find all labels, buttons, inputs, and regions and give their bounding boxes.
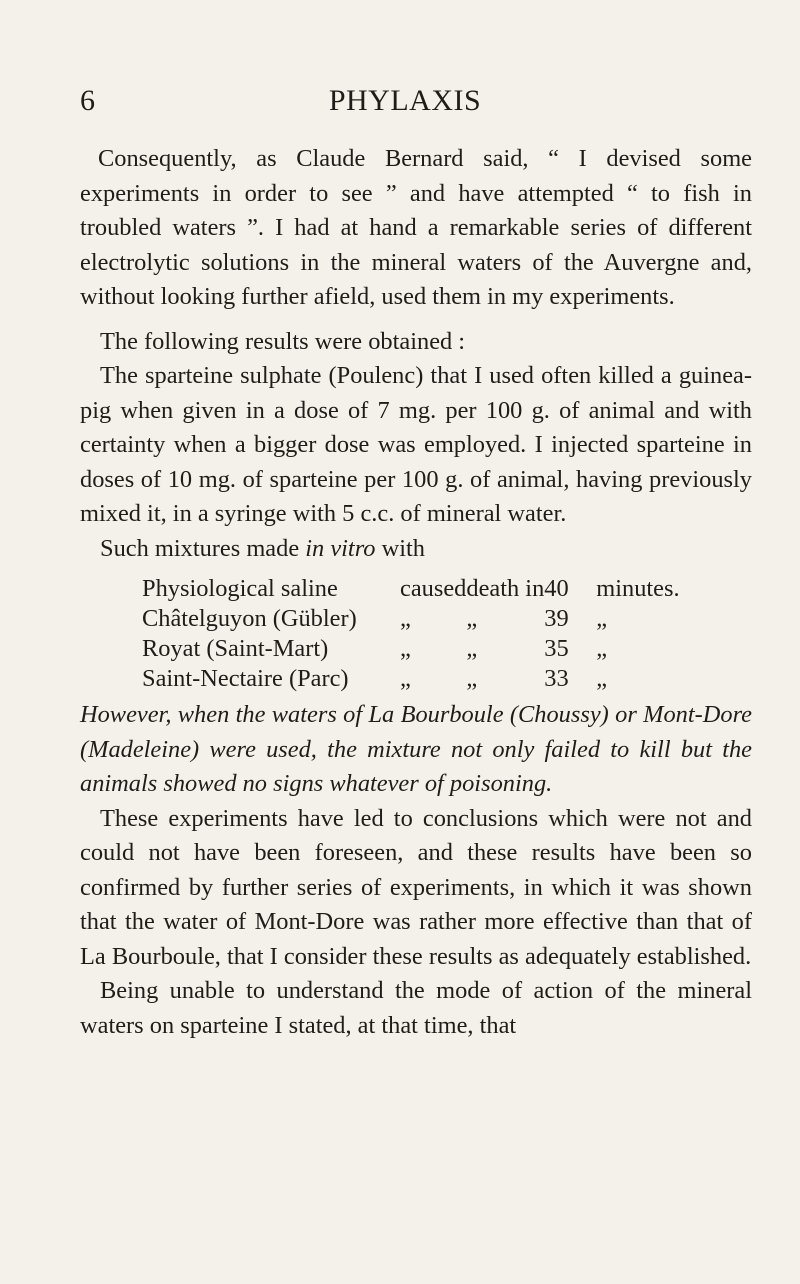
minutes-unit: minutes. <box>596 575 680 602</box>
minutes-value: 35 <box>544 635 569 662</box>
minutes-value: 40 <box>544 575 569 602</box>
death-word: death in <box>466 575 545 602</box>
table-row <box>142 604 680 634</box>
in-vitro: in vitro <box>305 534 376 562</box>
table-row <box>142 634 680 664</box>
water-name: Saint-Nectaire (Parc) <box>142 665 349 692</box>
caused-word: caused <box>400 575 467 602</box>
paragraph-sparteine: The sparteine sulphate (Poulenc) that I used often killed a guinea-pig when given in a dose of 7 mg. per 100 g. of animal and with certainty when a bigger dose was employed. I injected sparteine in doses of 10 mg. of sparteine per 100 g. of animal, having previously mixed it, in a syringe with 5 c.c. of mineral water. <box>80 362 752 527</box>
ditto-mark: „ <box>400 635 411 662</box>
paragraph-conclusions: These experiments have led to conclusions which were not and could not have been foreseen, and these results have been so confirmed by further series of experiments, in which it was shown that the water of Mont-Dore was rather more effective than that of La Bourboule, that I consider these results as adequately established. <box>80 804 752 970</box>
mixtures-prefix: Such mixtures made <box>100 534 306 562</box>
ditto-mark: „ <box>466 665 478 692</box>
minutes-value: 33 <box>544 665 569 692</box>
running-head: PHYLAXIS <box>328 84 482 117</box>
paragraph-mode-of-action: Being unable to understand the mode of action of the mineral waters on sparteine I stated, at that time, that <box>80 977 752 1039</box>
mixtures-suffix: with <box>375 534 425 562</box>
ditto-mark: „ <box>400 605 411 632</box>
page-header <box>80 84 730 124</box>
water-name: Châtelguyon (Gübler) <box>142 605 357 632</box>
water-name: Physiological saline <box>142 575 338 602</box>
ditto-mark: „ <box>466 605 478 632</box>
table-row <box>142 574 680 604</box>
ditto-mark: „ <box>596 605 608 632</box>
ditto-mark: „ <box>400 665 411 692</box>
paragraph-claude-bernard: Consequently, as Claude Bernard said, “ I devised some experiments in order to see ” and have attempted “ to fish in troubled waters ”. I had at hand a remarkable series of different electrolytic solutions in the mineral waters of the Auvergne and, without looking further afield, used them in my experiments. <box>80 145 752 310</box>
body-text <box>80 142 752 1043</box>
results-table <box>142 574 680 694</box>
ditto-mark: „ <box>596 635 608 662</box>
paragraph-results-intro: The following results were obtained : <box>100 327 466 355</box>
paragraph-la-bourboule: However, when the waters of La Bourboule (Choussy) or Mont-Dore (Madeleine) were used, the mixture not only failed to kill but the animals showed no signs whatever of poisoning. <box>80 701 752 797</box>
ditto-mark: „ <box>466 635 478 662</box>
table-row <box>142 664 680 694</box>
minutes-value: 39 <box>544 605 569 632</box>
ditto-mark: „ <box>596 665 608 692</box>
water-name: Royat (Saint-Mart) <box>142 635 329 662</box>
paragraph-mixtures <box>80 532 752 567</box>
page-number: 6 <box>80 84 95 117</box>
